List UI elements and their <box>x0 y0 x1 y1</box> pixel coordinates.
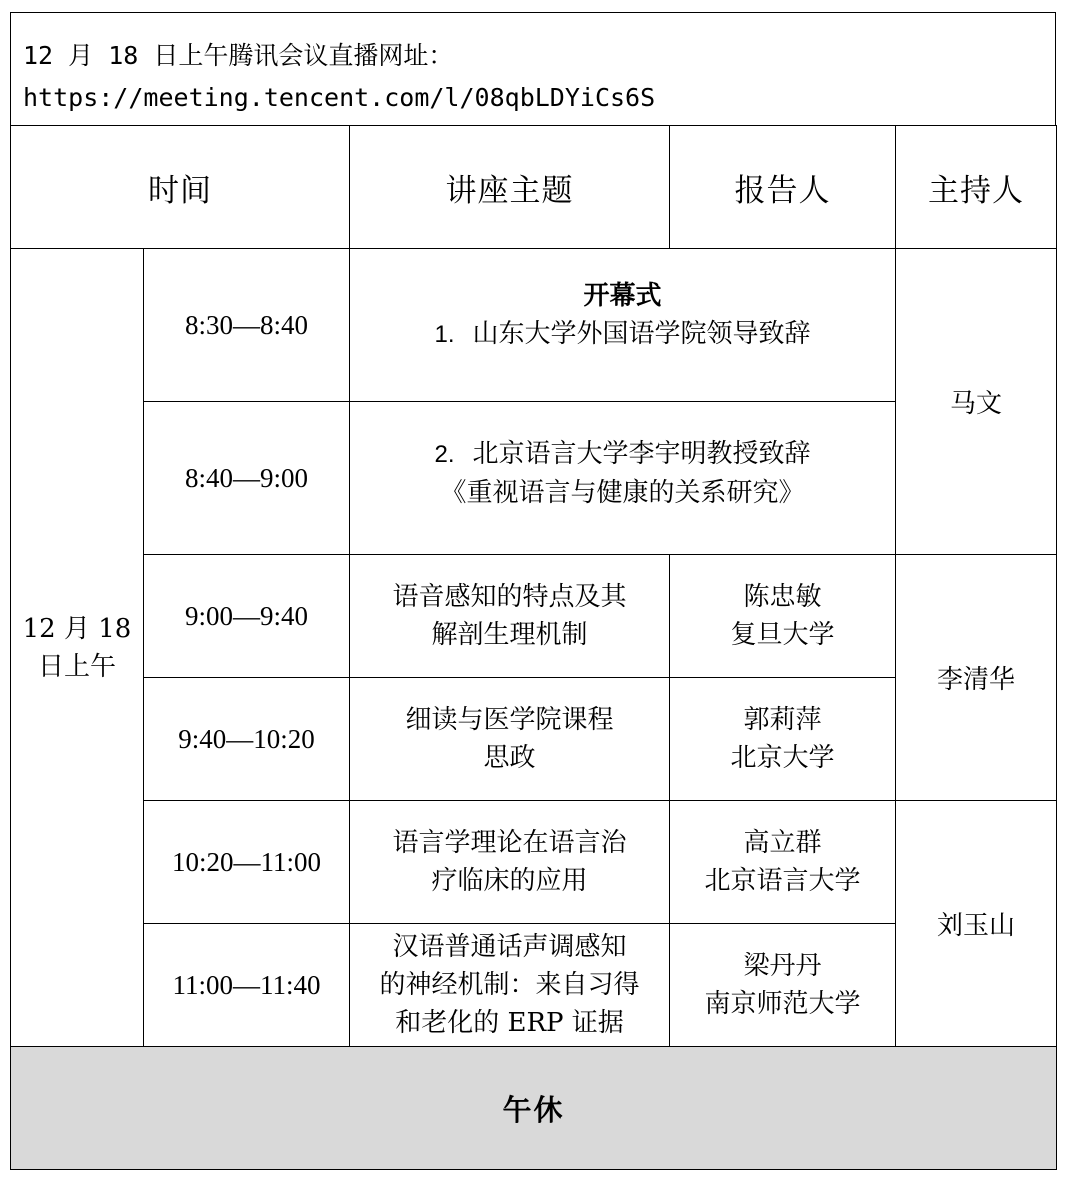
col-header-host: 主持人 <box>896 126 1057 249</box>
header-title: 12 月 18 日上午腾讯会议直播网址： <box>23 41 454 70</box>
item-text: 山东大学外国语学院领导致辞 <box>472 318 811 349</box>
speaker-name: 郭莉萍 <box>743 705 822 735</box>
topic-line: 疗临床的应用 <box>431 866 588 896</box>
time-cell: 9:00—9:40 <box>144 555 350 678</box>
table-row <box>11 249 1057 402</box>
lunch-row <box>11 1047 1057 1170</box>
item-number: 2. <box>434 440 455 468</box>
topic-cell <box>350 678 670 801</box>
speaker-name: 陈忠敏 <box>743 582 822 612</box>
item-text: 北京语言大学李宇明教授致辞 <box>472 438 811 469</box>
host-cell-2: 李清华 <box>896 555 1057 801</box>
topic-cell <box>350 555 670 678</box>
speaker-affiliation: 复旦大学 <box>730 620 835 650</box>
date-line2: 日上午 <box>37 651 116 682</box>
topic-cell <box>350 801 670 924</box>
speaker-name: 高立群 <box>743 828 822 858</box>
topic-line: 思政 <box>483 743 536 773</box>
item-number: 1. <box>434 320 455 348</box>
speaker-affiliation: 北京语言大学 <box>704 866 861 896</box>
col-header-topic: 讲座主题 <box>350 126 670 249</box>
host-cell-3: 刘玉山 <box>896 801 1057 1047</box>
topic-line: 解剖生理机制 <box>431 620 588 650</box>
header-box <box>10 12 1056 126</box>
time-cell: 10:20—11:00 <box>144 801 350 924</box>
schedule-table <box>10 125 1057 1170</box>
speaker-cell <box>670 801 896 924</box>
topic-line: 和老化的 ERP 证据 <box>395 1008 624 1038</box>
date-line1: 12 月 18 <box>22 613 132 644</box>
speaker-affiliation: 南京师范大学 <box>704 989 861 1019</box>
address-item <box>350 435 895 474</box>
topic-line: 汉语普通话声调感知 <box>392 932 627 962</box>
topic-line: 细读与医学院课程 <box>405 705 614 735</box>
topic-line: 语言学理论在语言治 <box>392 828 627 858</box>
opening-item <box>350 315 895 354</box>
host-cell-1: 马文 <box>896 249 1057 555</box>
speaker-cell <box>670 678 896 801</box>
meeting-url[interactable]: https://meeting.tencent.com/l/08qbLDYiCs6S <box>23 83 656 112</box>
speaker-cell <box>670 555 896 678</box>
topic-cell <box>350 924 670 1047</box>
time-cell: 8:40—9:00 <box>144 402 350 555</box>
col-header-speaker: 报告人 <box>670 126 896 249</box>
lunch-break: 午休 <box>11 1047 1057 1170</box>
speaker-cell <box>670 924 896 1047</box>
opening-title: 开幕式 <box>583 280 662 311</box>
time-cell: 9:40—10:20 <box>144 678 350 801</box>
address-cell <box>350 402 896 555</box>
speaker-affiliation: 北京大学 <box>730 743 835 773</box>
table-row <box>11 801 1057 924</box>
time-cell: 11:00—11:40 <box>144 924 350 1047</box>
time-cell: 8:30—8:40 <box>144 249 350 402</box>
topic-line: 语音感知的特点及其 <box>392 582 627 612</box>
speaker-name: 梁丹丹 <box>743 951 822 981</box>
date-cell <box>11 249 144 1047</box>
topic-line: 的神经机制：来自习得 <box>379 970 640 1000</box>
address-title: 《重视语言与健康的关系研究》 <box>440 477 805 508</box>
table-row <box>11 555 1057 678</box>
opening-cell <box>350 249 896 402</box>
header-row <box>11 126 1057 249</box>
col-header-time: 时间 <box>11 126 350 249</box>
